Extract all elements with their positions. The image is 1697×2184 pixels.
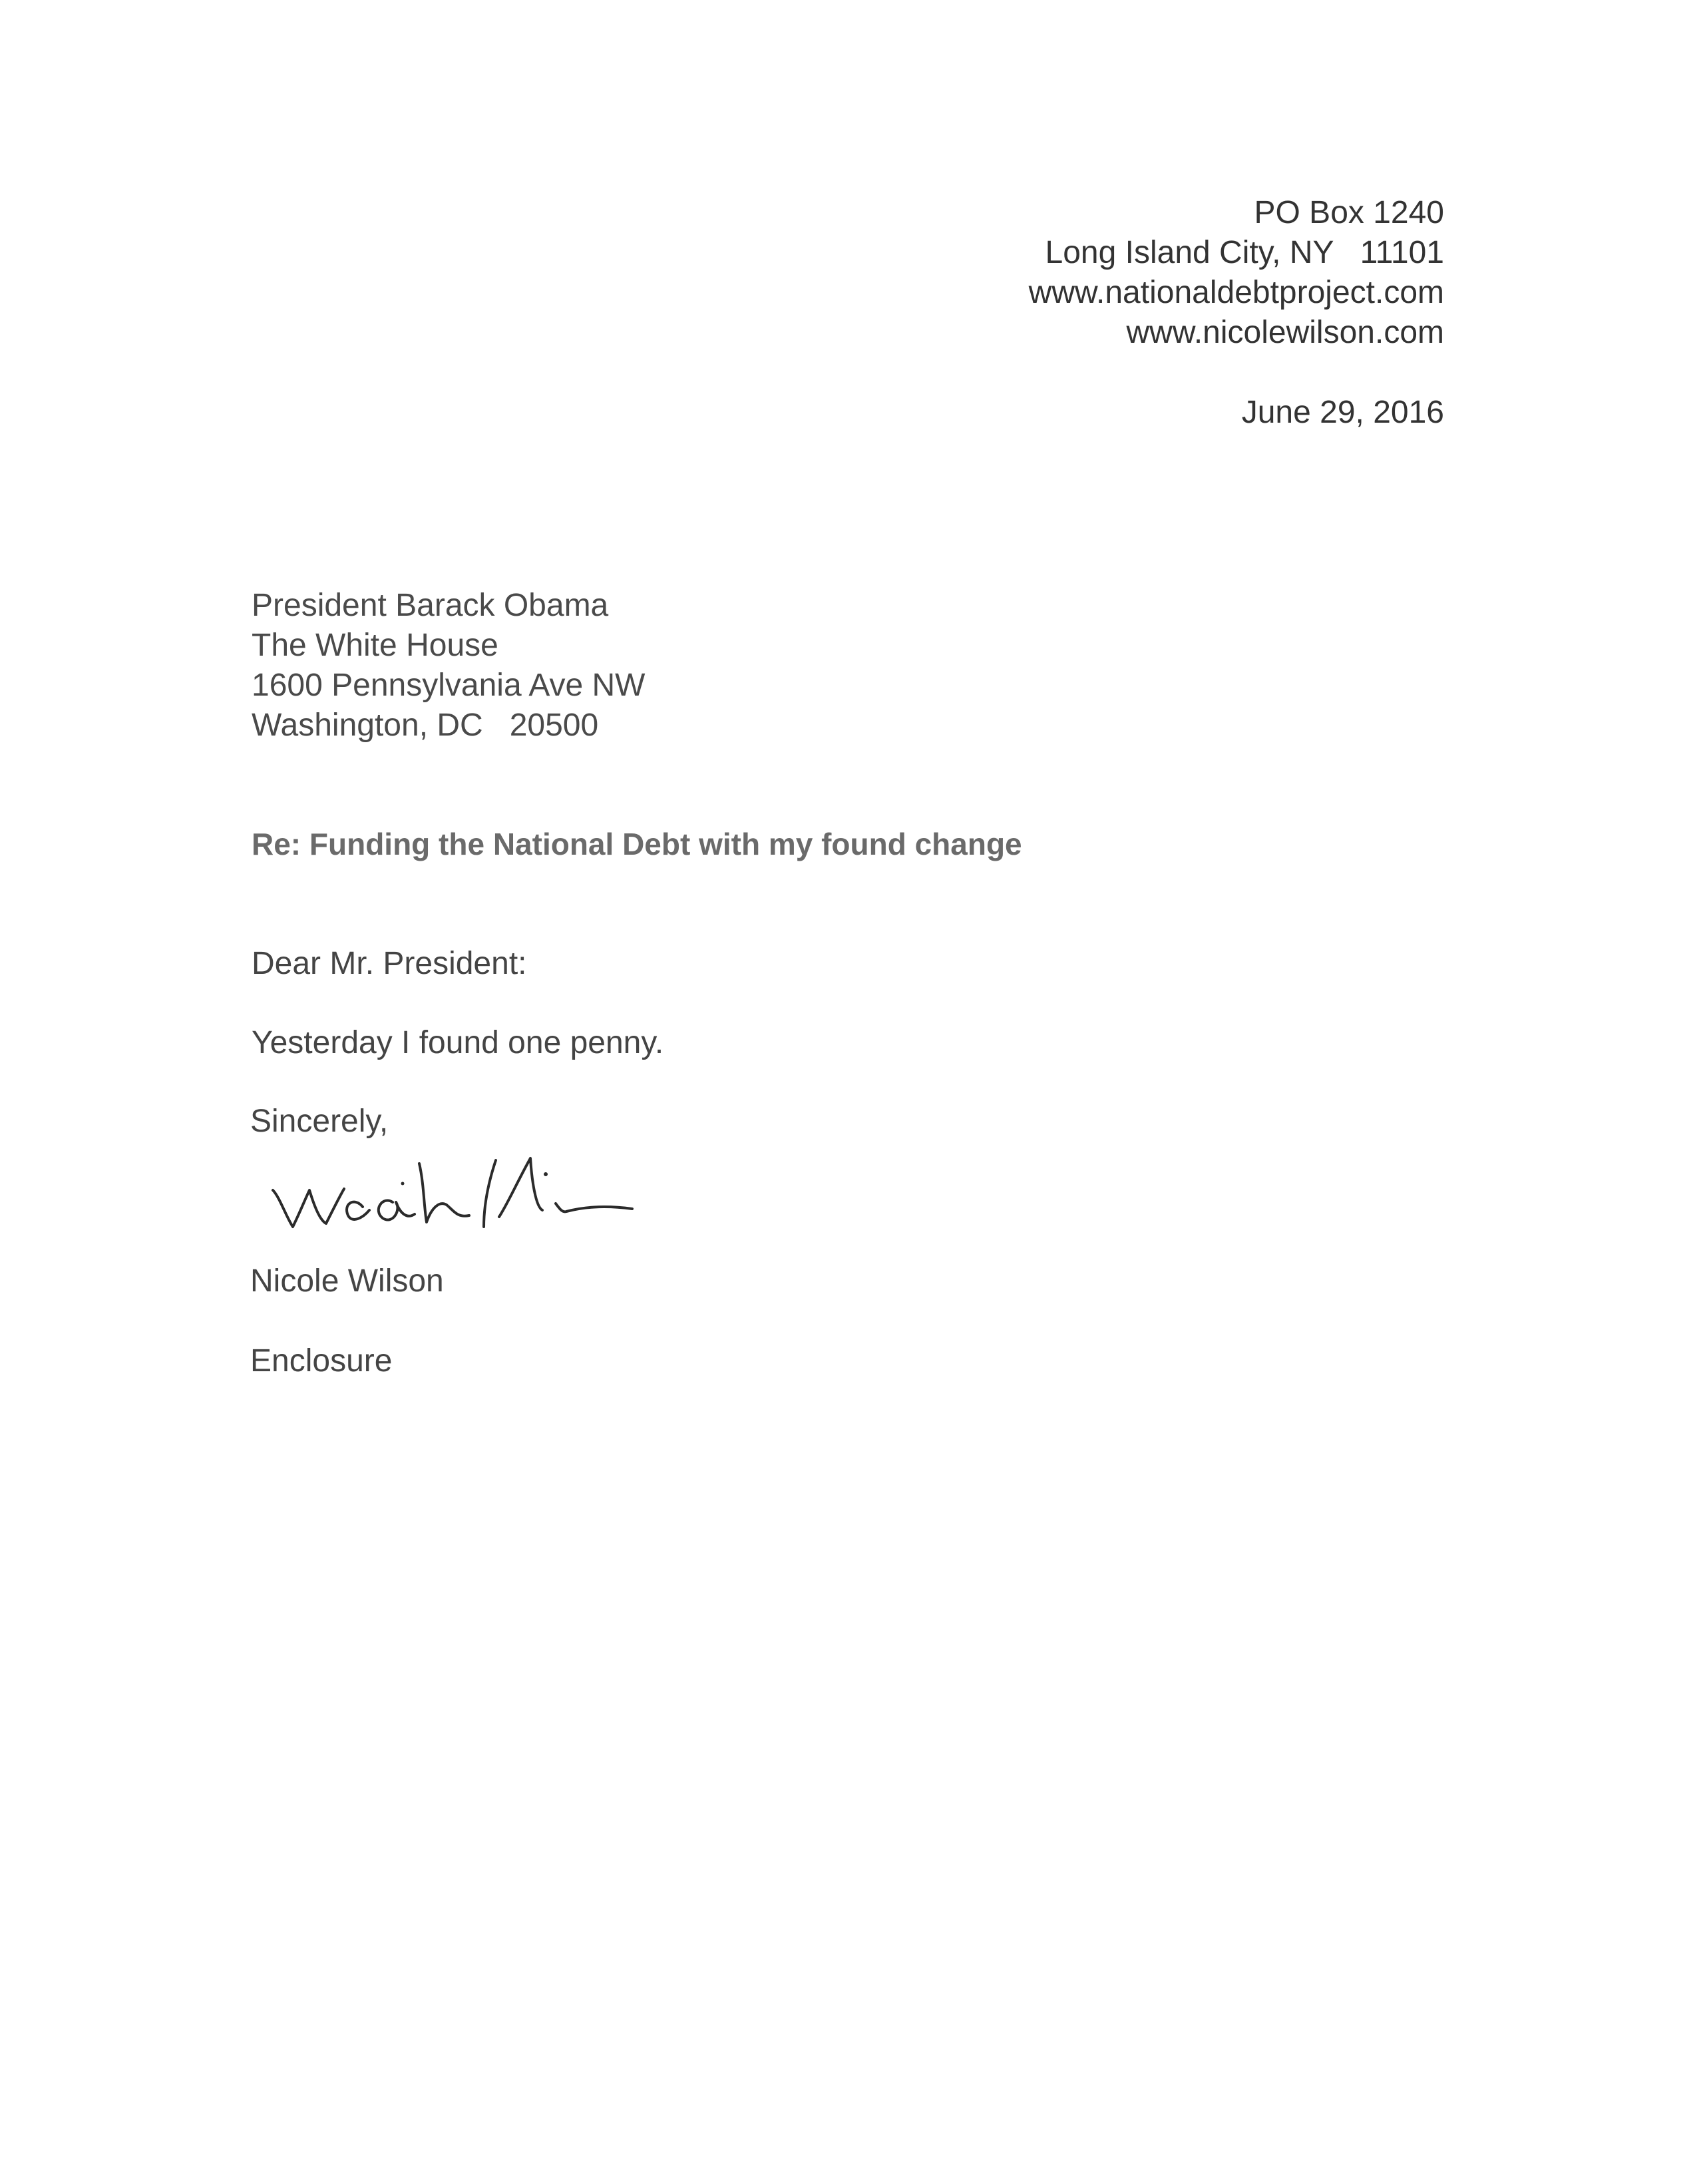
handwritten-signature: [270, 1144, 662, 1243]
recipient-address: [252, 586, 645, 746]
recipient-line: Washington, DC 20500: [252, 708, 599, 743]
recipient-line: The White House: [252, 628, 498, 663]
signer-name: Nicole Wilson: [250, 1263, 444, 1299]
letter-date: June 29, 2016: [1241, 395, 1444, 430]
return-address: [1029, 193, 1444, 353]
recipient-line: 1600 Pennsylvania Ave NW: [252, 668, 646, 703]
recipient-line: President Barack Obama: [252, 588, 609, 623]
return-address-line: PO Box 1240: [1254, 195, 1444, 230]
enclosure-note: Enclosure: [250, 1343, 393, 1379]
subject-line: Re: Funding the National Debt with my found change: [252, 827, 1022, 861]
letter-body: Yesterday I found one penny.: [252, 1025, 664, 1060]
return-address-line: www.nicolewilson.com: [1126, 315, 1444, 350]
return-address-line: Long Island City, NY 11101: [1045, 235, 1444, 270]
salutation: Dear Mr. President:: [252, 946, 527, 981]
return-address-line: www.nationaldebtproject.com: [1028, 275, 1444, 310]
closing: Sincerely,: [250, 1104, 389, 1139]
